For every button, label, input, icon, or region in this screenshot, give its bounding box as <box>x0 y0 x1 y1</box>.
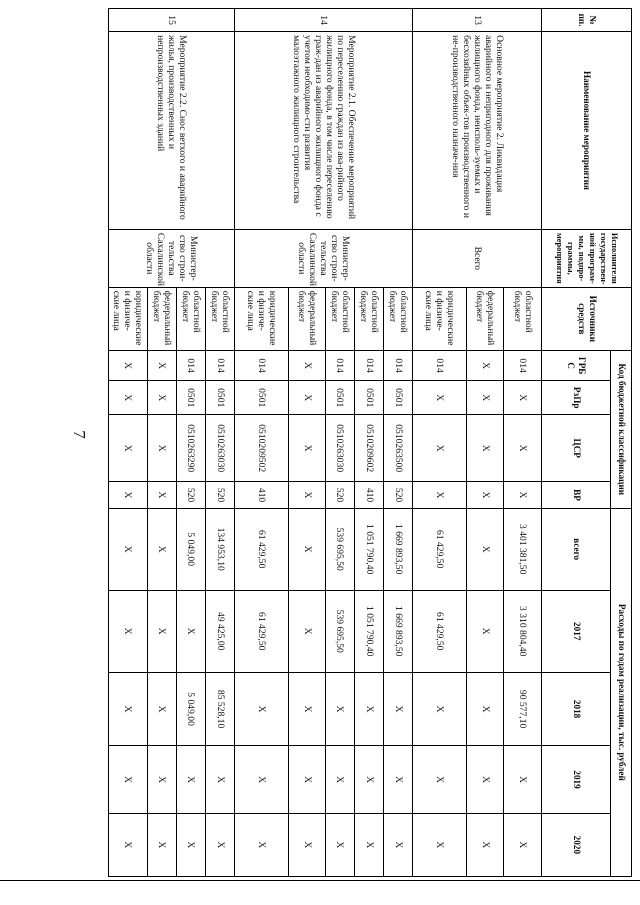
y2019-cell: Х <box>384 746 413 813</box>
grbs-cell: 014 <box>354 350 383 381</box>
measure-name: Основное мероприятие 2. Ликвидация аварийного и непригодного для проживания жилищного фонда, неисполь-зуемых и бесхозяйных объек-тов производственного и не-производственного назначе-ния <box>413 32 542 230</box>
csr-cell: 0510263030 <box>206 415 235 482</box>
y2020-cell: Х <box>147 813 176 876</box>
total-cell: 5 049,00 <box>176 508 205 590</box>
rzpr-cell: 0501 <box>206 381 235 415</box>
y2019-cell: Х <box>176 746 205 813</box>
y2020-cell: Х <box>176 813 205 876</box>
y2019-cell: Х <box>289 746 325 813</box>
y2018-cell: Х <box>384 672 413 746</box>
y2018-cell: Х <box>109 672 148 746</box>
grbs-cell: 014 <box>206 350 235 381</box>
col-total-header: всего <box>542 508 611 590</box>
grbs-cell: Х <box>467 350 503 381</box>
rzpr-cell: 0501 <box>176 381 205 415</box>
rzpr-cell: 0501 <box>384 381 413 415</box>
y2018-cell: 90 577,10 <box>503 672 542 746</box>
executor: Министер-ство строи-тельства Сахалинской области <box>235 229 413 287</box>
rzpr-cell: 0501 <box>354 381 383 415</box>
total-cell: Х <box>147 508 176 590</box>
rzpr-cell: Х <box>289 381 325 415</box>
grbs-cell: 014 <box>325 350 354 381</box>
page-bottom-rule <box>0 880 640 881</box>
csr-cell: 0510263500 <box>384 415 413 482</box>
total-cell: 1 051 790,40 <box>354 508 383 590</box>
total-cell: 61 429,50 <box>413 508 467 590</box>
csr-cell: Х <box>503 415 542 482</box>
total-cell: 134 953,10 <box>206 508 235 590</box>
y2018-cell: 5 049,00 <box>176 672 205 746</box>
y2019-cell: Х <box>109 746 148 813</box>
total-cell: 61 429,50 <box>235 508 289 590</box>
col-name-header: Наименование мероприятия <box>542 32 632 230</box>
y2018-cell: Х <box>413 672 467 746</box>
grbs-cell: 014 <box>503 350 542 381</box>
total-cell: 539 695,50 <box>325 508 354 590</box>
col-2019-header: 2019 <box>542 746 611 813</box>
vr-cell: Х <box>289 482 325 508</box>
table-row <box>384 9 413 877</box>
col-kbk-header: Код бюджетной классификации <box>611 350 632 508</box>
y2017-cell: 1 051 790,40 <box>354 590 383 672</box>
col-2017-header: 2017 <box>542 590 611 672</box>
y2018-cell: Х <box>147 672 176 746</box>
page-number: 7 <box>69 430 89 439</box>
total-cell: Х <box>109 508 148 590</box>
y2018-cell: 85 528,10 <box>206 672 235 746</box>
y2017-cell: 1 669 893,50 <box>384 590 413 672</box>
rzpr-cell: Х <box>503 381 542 415</box>
rzpr-cell: Х <box>109 381 148 415</box>
table-row <box>206 9 235 877</box>
source: областной бюджет <box>354 287 383 350</box>
table-row <box>503 9 542 877</box>
col-2018-header: 2018 <box>542 672 611 746</box>
grbs-cell: Х <box>289 350 325 381</box>
budget-table <box>108 8 632 877</box>
csr-cell: 0510209502 <box>235 415 289 482</box>
y2019-cell: Х <box>325 746 354 813</box>
y2020-cell: Х <box>109 813 148 876</box>
y2019-cell: Х <box>147 746 176 813</box>
vr-cell: Х <box>413 482 467 508</box>
y2017-cell: 539 695,50 <box>325 590 354 672</box>
y2017-cell: 61 429,50 <box>413 590 467 672</box>
rzpr-cell: 0501 <box>325 381 354 415</box>
y2018-cell: Х <box>289 672 325 746</box>
y2020-cell: Х <box>503 813 542 876</box>
col-expenses-header: Расходы по годам реализации, тыс. рублей <box>611 508 632 876</box>
source: федеральный бюджет <box>147 287 176 350</box>
csr-cell: 0510263290 <box>176 415 205 482</box>
total-cell: Х <box>467 508 503 590</box>
row-number: 13 <box>413 9 542 32</box>
vr-cell: 410 <box>354 482 383 508</box>
grbs-cell: 014 <box>235 350 289 381</box>
executor: Министер-ство строи-тельства Сахалинской области <box>109 229 235 287</box>
y2017-cell: 3 310 804,40 <box>503 590 542 672</box>
grbs-cell: 014 <box>176 350 205 381</box>
row-number: 15 <box>109 9 235 32</box>
y2018-cell: Х <box>325 672 354 746</box>
y2019-cell: Х <box>235 746 289 813</box>
vr-cell: 410 <box>235 482 289 508</box>
y2020-cell: Х <box>354 813 383 876</box>
y2017-cell: 61 429,50 <box>235 590 289 672</box>
vr-cell: 520 <box>176 482 205 508</box>
y2020-cell: Х <box>467 813 503 876</box>
vr-cell: Х <box>147 482 176 508</box>
row-number: 14 <box>235 9 413 32</box>
col-num-header: № пп. <box>542 9 632 32</box>
rzpr-cell: Х <box>467 381 503 415</box>
y2018-cell: Х <box>467 672 503 746</box>
source: юридические и физиче-ские лица <box>413 287 467 350</box>
vr-cell: 520 <box>206 482 235 508</box>
total-cell: 3 401 381,50 <box>503 508 542 590</box>
vr-cell: Х <box>467 482 503 508</box>
col-sources-header: Источники средств <box>542 287 632 350</box>
vr-cell: 520 <box>384 482 413 508</box>
executor: Всего <box>413 229 542 287</box>
col-rzpr-header: РзПр <box>542 381 611 415</box>
col-csr-header: ЦСР <box>542 415 611 482</box>
y2020-cell: Х <box>235 813 289 876</box>
grbs-cell: Х <box>109 350 148 381</box>
y2020-cell: Х <box>206 813 235 876</box>
y2020-cell: Х <box>325 813 354 876</box>
col-vr-header: ВР <box>542 482 611 508</box>
vr-cell: Х <box>503 482 542 508</box>
measure-name: Мероприятие 2.2. Снос ветхого и аварийного жилья, производственных и непроизводственных зданий <box>109 32 235 230</box>
rzpr-cell: Х <box>147 381 176 415</box>
y2019-cell: Х <box>206 746 235 813</box>
grbs-cell: 014 <box>384 350 413 381</box>
source: федеральный бюджет <box>289 287 325 350</box>
col-grbs-header: ГРБ С <box>542 350 611 381</box>
source: областной бюджет <box>503 287 542 350</box>
y2019-cell: Х <box>413 746 467 813</box>
csr-cell: Х <box>467 415 503 482</box>
source: юридические и физиче-ские лица <box>109 287 148 350</box>
y2020-cell: Х <box>384 813 413 876</box>
vr-cell: 520 <box>325 482 354 508</box>
grbs-cell: 014 <box>413 350 467 381</box>
y2017-cell: Х <box>147 590 176 672</box>
y2020-cell: Х <box>413 813 467 876</box>
total-cell: 1 669 893,50 <box>384 508 413 590</box>
col-2020-header: 2020 <box>542 813 611 876</box>
source: юридические и физиче-ские лица <box>235 287 289 350</box>
source: областной бюджет <box>384 287 413 350</box>
y2019-cell: Х <box>467 746 503 813</box>
y2018-cell: Х <box>354 672 383 746</box>
csr-cell: Х <box>413 415 467 482</box>
col-executor-header: Исполнители государствен-ной програм-мы, подпро-граммы, мероприятия <box>542 229 632 287</box>
rotated-table-container <box>108 8 632 877</box>
grbs-cell: Х <box>147 350 176 381</box>
csr-cell: 0510263030 <box>325 415 354 482</box>
y2019-cell: Х <box>503 746 542 813</box>
csr-cell: Х <box>109 415 148 482</box>
source: федеральный бюджет <box>467 287 503 350</box>
y2017-cell: 49 425,00 <box>206 590 235 672</box>
source: областной бюджет <box>325 287 354 350</box>
csr-cell: 0510209602 <box>354 415 383 482</box>
rzpr-cell: 0501 <box>235 381 289 415</box>
total-cell: Х <box>289 508 325 590</box>
csr-cell: Х <box>289 415 325 482</box>
y2018-cell: Х <box>235 672 289 746</box>
y2017-cell: Х <box>109 590 148 672</box>
source: областной бюджет <box>176 287 205 350</box>
vr-cell: Х <box>109 482 148 508</box>
measure-name: Мероприятие 2.1. Обеспечение мероприятий по переселению граждан из ава-рийного жилищного фонда, в том числе переселению граж-дан из аварийного жилищного фонда с учетом необходимо-сти развития малоэтажного жилищного строительства <box>235 32 413 230</box>
y2020-cell: Х <box>289 813 325 876</box>
csr-cell: Х <box>147 415 176 482</box>
y2019-cell: Х <box>354 746 383 813</box>
rzpr-cell: Х <box>413 381 467 415</box>
y2017-cell: Х <box>289 590 325 672</box>
y2017-cell: Х <box>176 590 205 672</box>
y2017-cell: Х <box>467 590 503 672</box>
source: областной бюджет <box>206 287 235 350</box>
